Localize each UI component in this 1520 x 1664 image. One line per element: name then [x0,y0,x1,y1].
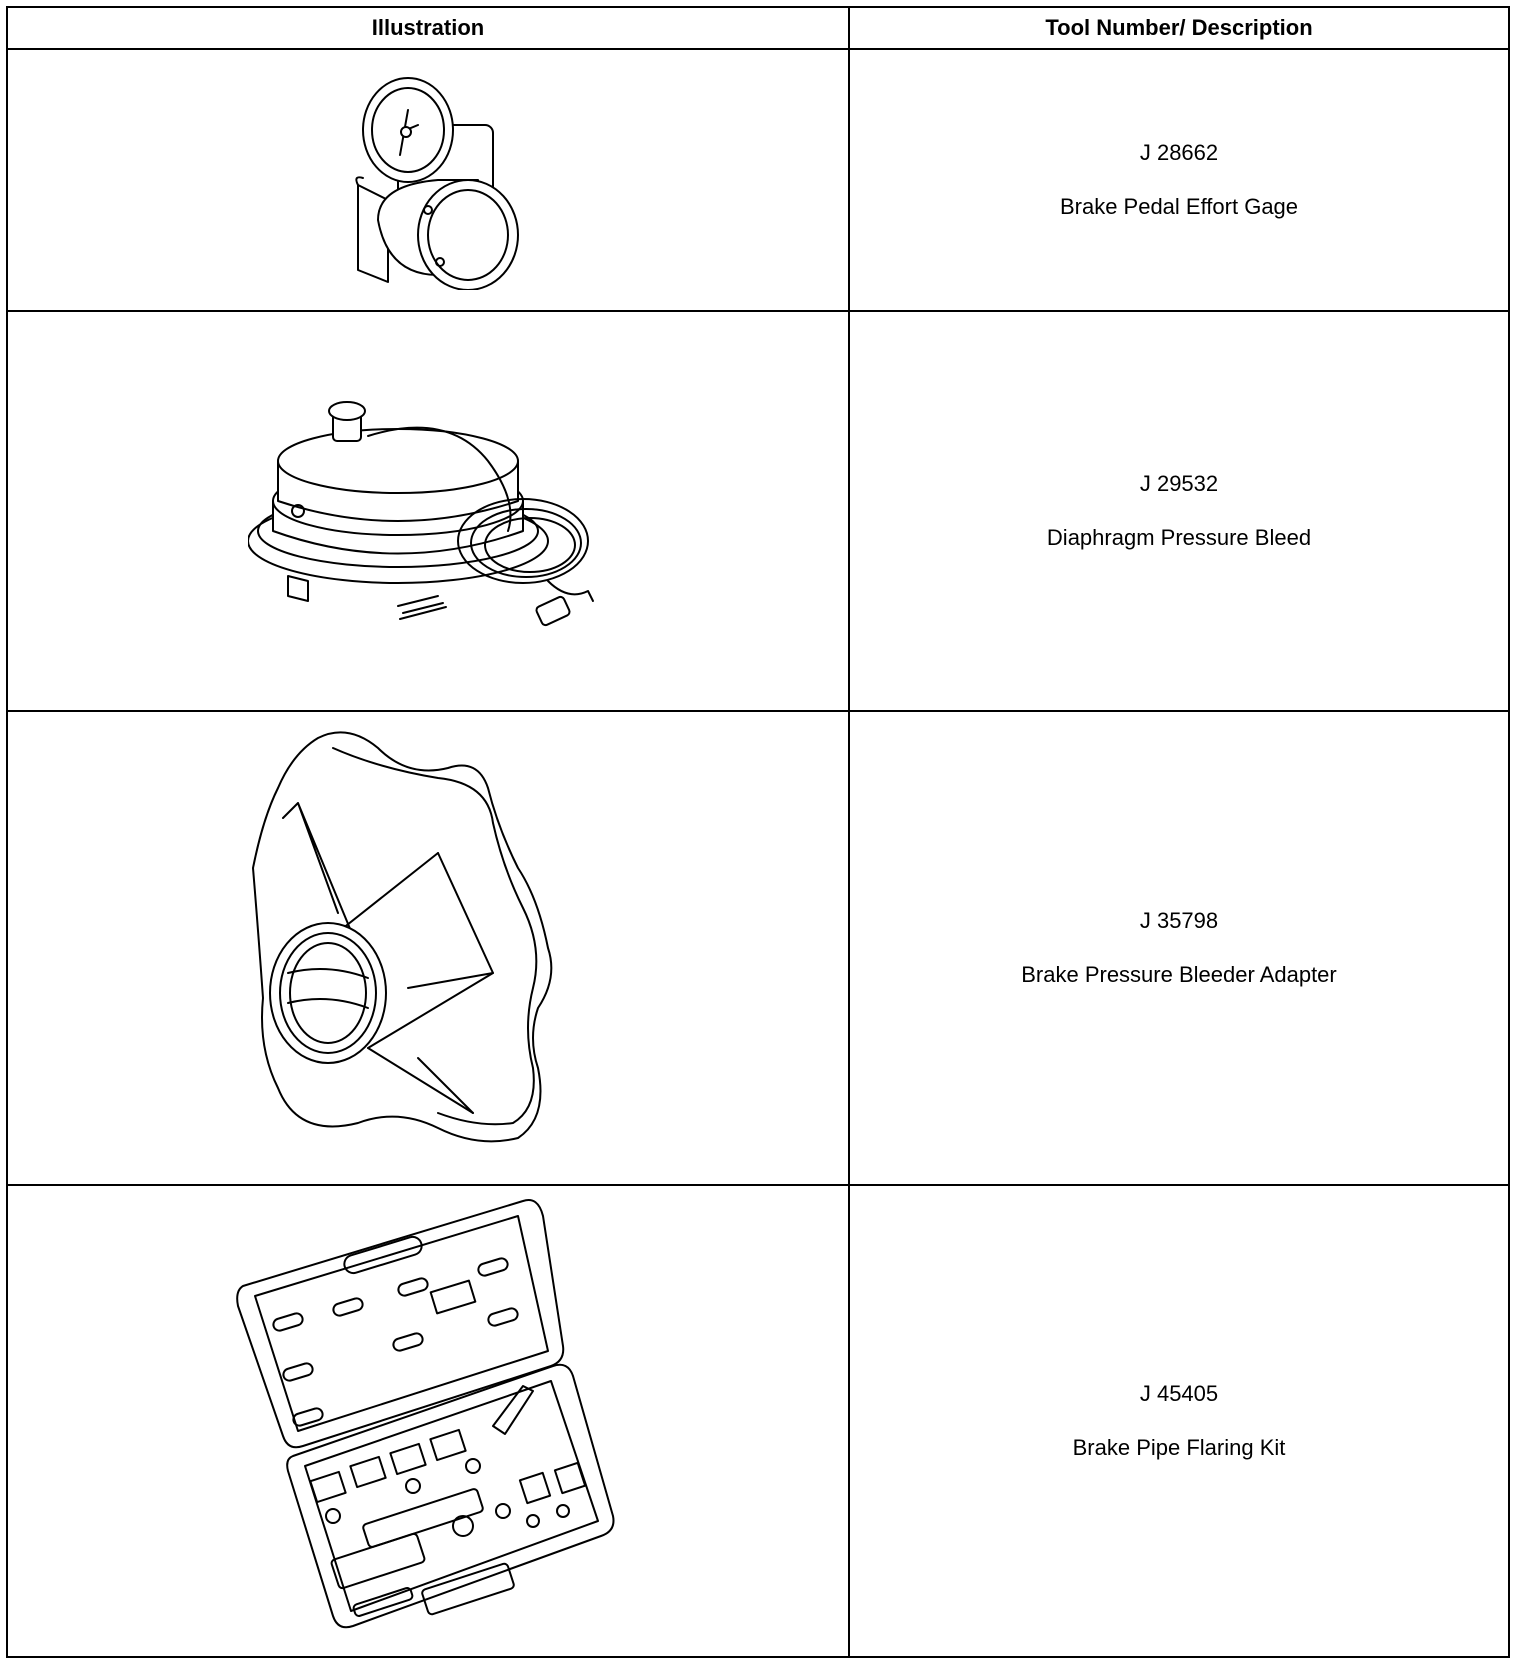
table-row [7,49,1509,311]
illustration-cell [7,311,849,711]
tool-description: Brake Pedal Effort Gage [1059,194,1299,219]
pedal-effort-gage-icon [328,70,528,290]
table-row [7,311,1509,711]
illustration-cell [7,49,849,311]
table-row [7,1185,1509,1657]
table-row [7,711,1509,1185]
header-row [7,7,1509,49]
description-cell [849,311,1509,711]
illustration-cell [7,711,849,1185]
tool-number: J 29532 [1139,471,1219,496]
tool-table [6,6,1510,1658]
bleeder-adapter-icon [238,728,618,1168]
header-illustration: Illustration [7,7,849,49]
tool-number: J 45405 [1139,1381,1219,1406]
flaring-kit-case-icon [233,1186,623,1656]
illustration-cell [7,1185,849,1657]
tool-number: J 35798 [1139,908,1219,933]
header-tool-description: Tool Number/ Description [849,7,1509,49]
tool-description: Brake Pipe Flaring Kit [1072,1435,1286,1460]
tool-description: Brake Pressure Bleeder Adapter [1021,962,1337,987]
description-cell [849,1185,1509,1657]
diaphragm-pressure-bleeder-icon [248,381,608,641]
tool-number: J 28662 [1139,140,1219,165]
description-cell [849,711,1509,1185]
description-cell [849,49,1509,311]
tool-description: Diaphragm Pressure Bleed [1046,525,1312,550]
